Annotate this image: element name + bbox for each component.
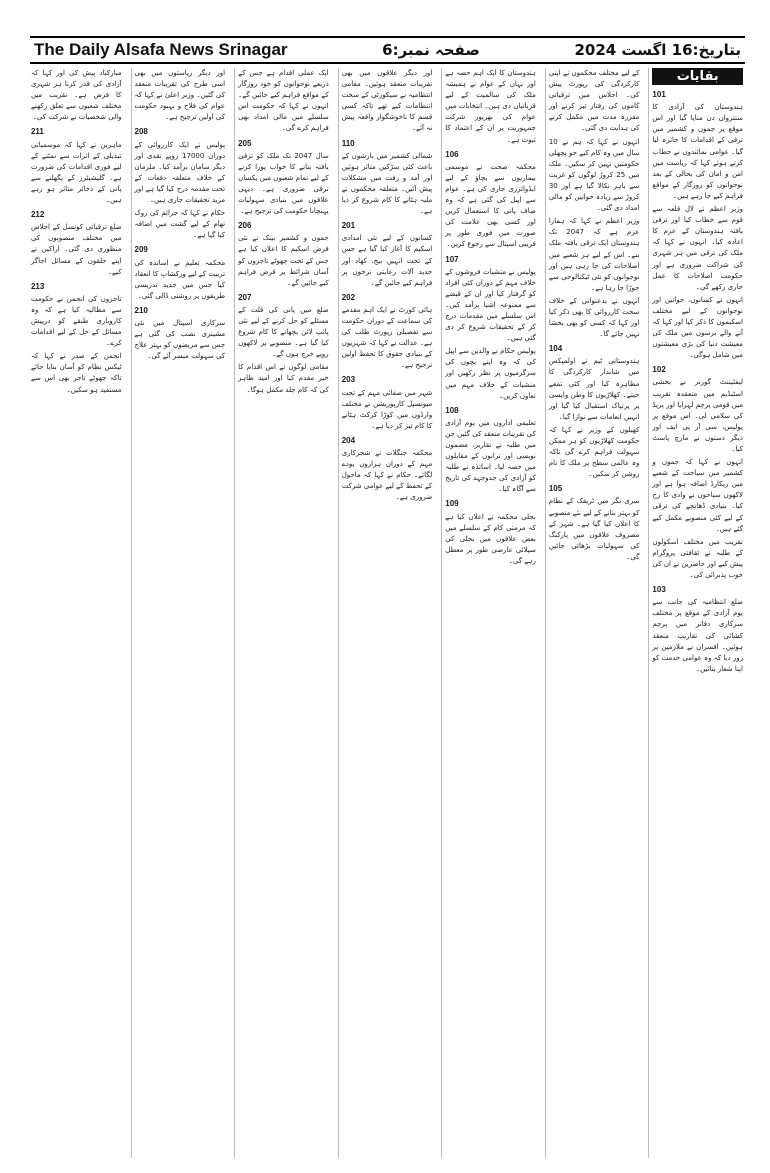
- article-number: 107: [445, 254, 459, 264]
- article-paragraph: ضلع میں پانی کی قلت کے مسئلے کو حل کرنے کے لیے نئی پائپ لائن بچھانے کا کام شروع کیا گیا ہے۔ منصوبے پر لاکھوں روپے خرچ ہوں گے۔: [238, 305, 329, 359]
- article-paragraph: سال 2047 تک ملک کو ترقی یافتہ بنانے کا خواب پورا کرنے کے لیے تمام شعبوں میں یکساں ترقی ضروری ہے۔ دیہی علاقوں میں بنیادی سہولیات پہنچانا حکومت کی ترجیح ہے۔: [238, 151, 329, 216]
- masthead: [30, 36, 745, 64]
- article-paragraph: تاجروں کی انجمن نے حکومت سے مطالبہ کیا ہے کہ وہ کاروباری طبقے کو درپیش مسائل کے حل کے لیے اقدامات کرے۔: [30, 294, 122, 348]
- article-number: 206: [238, 221, 252, 231]
- article-paragraph: اور دیگر ریاستوں میں بھی اسی طرح کی تقریبات منعقد کی گئیں۔ وزیر اعلیٰ نے کہا کہ عوام کی فلاح و بہبود حکومت کی اولین ترجیح ہے۔: [134, 69, 226, 122]
- article-number: 104: [548, 344, 563, 354]
- article-number: 109: [445, 499, 459, 509]
- article-number: 210: [134, 305, 148, 315]
- article-paragraph: ضلع ترقیاتی کونسل کے اجلاس میں مختلف منصوبوں کی منظوری دی گئی۔ اراکین نے اپنے حلقوں کے مسائل اجاگر کیے۔: [30, 223, 122, 276]
- article-paragraph: سری نگر میں ٹریفک کے نظام کو بہتر بنانے کے لیے نئے منصوبے کا اعلان کیا گیا ہے۔ شہر کے مصروف علاقوں میں پارکنگ کی سہولیات بڑھائی جائیں گی۔: [548, 497, 640, 561]
- article-column: [545, 68, 643, 1158]
- article-paragraph: تعلیمی اداروں میں یوم آزادی کی تقریبات منعقد کی گئیں جن میں طلبہ نے تقاریر، مضمون نویسی اور ترانوں کے مقابلوں میں حصہ لیا۔ اساتذہ نے طلبہ کو آزادی کی جدوجہد کی تاریخ سے آگاہ کیا۔: [445, 418, 536, 494]
- article-number: 102: [652, 365, 666, 375]
- article-paragraph: حکام نے کہا کہ جرائم کی روک تھام کے لیے گشت میں اضافہ کیا گیا ہے۔: [134, 209, 226, 240]
- article-number: 203: [341, 375, 356, 385]
- article-paragraph: انہوں نے کہا کہ جموں و کشمیر میں سیاحت کے شعبے میں ریکارڈ اضافہ ہوا ہے اور لاکھوں سیاحوں نے وادی کا رخ کیا۔ بنیادی ڈھانچے کی ترقی کے لیے کئی منصوبے مکمل کیے گئے ہیں۔: [652, 458, 743, 533]
- article-paragraph: سرکاری اسپتال میں نئی مشینری نصب کی گئی ہے جس سے مریضوں کو بہتر علاج کی سہولت میسر آئے گی۔: [134, 318, 226, 361]
- article-number: 101: [652, 90, 666, 100]
- article-paragraph: ایک عملی اقدام ہے جس کے ذریعے نوجوانوں کو خود روزگار کے مواقع فراہم کیے جائیں گے۔ انہوں نے کہا کہ حکومت اس سلسلے میں مالی امداد بھی فراہم کرے گی۔: [238, 69, 329, 133]
- article-column: [131, 68, 229, 1158]
- article-paragraph: ہندوستان کا ایک اہم حصہ ہے اور یہاں کے عوام نے ہمیشہ ملک کی سالمیت کے لیے قربانیاں دی ہیں۔ انتخابات میں عوام کی بھرپور شرکت جمہوریت پر ان کے اعتماد کا ثبوت ہے۔: [445, 69, 536, 144]
- article-number: 212: [30, 210, 45, 220]
- article-paragraph: ہندوستانی ٹیم نے اولمپکس میں شاندار کارکردگی کا مظاہرہ کیا اور کئی تمغے جیتے۔ کھلاڑیوں کا وطن واپسی پر پرتپاک استقبال کیا گیا اور انہیں انعامات سے نوازا گیا۔: [548, 357, 640, 421]
- article-paragraph: ہندوستان کی آزادی کا ستترواں دن منایا گیا اور اس موقع پر جموں و کشمیر میں ترقی کے اقدامات کا جائزہ لیا گیا۔ عوامی نمائندوں نے خطاب کرتے ہوئے کہا کہ ریاست میں امن و امان کی بحالی کے بعد نوجوانوں کو روزگار کے مواقع فراہم کیے جا رہے ہیں۔: [652, 103, 743, 200]
- article-paragraph: ماہرین نے کہا کہ موسمیاتی تبدیلی کے اثرات سے نمٹنے کے لیے فوری اقدامات کی ضرورت ہے۔ گلیشیئرز کے پگھلنے سے پانی کے ذخائر متاثر ہو رہے ہیں۔: [30, 140, 122, 205]
- article-number: 205: [238, 138, 252, 148]
- article-paragraph: جموں و کشمیر بینک نے نئی قرض اسکیم کا اعلان کیا ہے جس کے تحت چھوٹے تاجروں کو آسان شرائط پر قرض فراہم کیے جائیں گے۔: [238, 234, 329, 287]
- article-paragraph: انہوں نے کسانوں، خواتین اور نوجوانوں کے لیے مختلف اسکیموں کا ذکر کیا اور کہا کہ آنے والے برسوں میں ملک کی معیشت دنیا کی بڑی معیشتوں میں شامل ہوگی۔: [652, 295, 743, 360]
- article-paragraph: انہوں نے بدعنوانی کے خلاف سخت کارروائی کا بھی ذکر کیا اور کہا کہ کسی کو بھی بخشا نہیں جائے گا۔: [548, 296, 640, 339]
- article-column: [338, 68, 436, 1158]
- article-column: [28, 68, 125, 1158]
- article-paragraph: انجمن کے صدر نے کہا کہ ٹیکس نظام کو آسان بنایا جائے تاکہ چھوٹے تاجر بھی اس سے مستفید ہو سکیں۔: [30, 352, 122, 394]
- article-column: [648, 68, 746, 1158]
- page-number-label: صفحہ نمبر:6: [382, 41, 480, 59]
- article-number: 207: [238, 292, 252, 302]
- article-number: 211: [30, 127, 44, 137]
- article-number: 202: [341, 292, 356, 302]
- page-body: [28, 68, 746, 1158]
- article-paragraph: انہوں نے کہا کہ ہم نے 10 سال میں وہ کام کیے جو پچھلی حکومتیں نہیں کر سکیں۔ ملک میں 25 کروڑ لوگوں کو غربت سے باہر نکالا گیا ہے اور 30 کروڑ سے زیادہ خواتین کو مالی امداد دی گئی۔: [548, 137, 640, 213]
- article-paragraph: محکمہ تعلیم نے اساتذہ کی تربیت کے لیے ورکشاپ کا انعقاد کیا جس میں جدید تدریسی طریقوں پر روشنی ڈالی گئی۔: [134, 258, 226, 300]
- article-paragraph: محکمہ جنگلات نے شجرکاری مہم کے دوران ہزاروں پودے لگائے۔ حکام نے کہا کہ ماحول کے تحفظ کے لیے عوامی شرکت ضروری ہے۔: [341, 449, 433, 502]
- article-number: 105: [548, 484, 563, 494]
- article-number: 201: [341, 221, 356, 231]
- article-paragraph: وزیر اعظم نے لال قلعہ سے قوم سے خطاب کیا اور ترقی یافتہ ہندوستان کے عزم کا اعادہ کیا۔ انہوں نے کہا کہ ملک کی ترقی میں ہر شہری کی شراکت ضروری ہے اور حکومت اصلاحات کا عمل جاری رکھے گی۔: [652, 205, 743, 291]
- article-paragraph: کھیلوں کے وزیر نے کہا کہ حکومت کھلاڑیوں کو ہر ممکن سہولت فراہم کرے گی تاکہ وہ عالمی سطح پر ملک کا نام روشن کر سکیں۔: [548, 425, 640, 479]
- article-paragraph: وزیر اعظم نے کہا کہ ہمارا عزم ہے کہ 2047 تک ہندوستان ایک ترقی یافتہ ملک بنے۔ اس کے لیے ہر شعبے میں اصلاحات کی جا رہی ہیں اور نوجوانوں کو نئی ٹیکنالوجی سے جوڑا جا رہا ہے۔: [548, 217, 640, 292]
- article-paragraph: پولیس نے ایک کارروائی کے دوران 17000 روپے نقدی اور دیگر سامان برآمد کیا۔ ملزمان کے خلاف متعلقہ دفعات کے تحت مقدمہ درج کیا گیا ہے اور مزید تحقیقات جاری ہیں۔: [134, 140, 226, 205]
- article-paragraph: کے لیے مختلف محکموں نے اپنی کارکردگی کی رپورٹ پیش کی۔ اجلاس میں ترقیاتی کاموں کی رفتار تیز کرنے اور مقررہ مدت میں مکمل کرنے کی ہدایت دی گئی۔: [548, 69, 640, 133]
- date-label: بتاریخ:16 اگست 2024: [574, 41, 741, 59]
- article-paragraph: پولیس نے منشیات فروشوں کے خلاف مہم کے دوران کئی افراد کو گرفتار کیا اور ان کے قبضے سے ممنوعہ اشیا برآمد کیں۔ اس سلسلے میں مقدمات درج کر کے تحقیقات شروع کر دی گئی ہیں۔: [445, 267, 536, 343]
- article-number: 106: [445, 149, 459, 159]
- article-number: 213: [30, 281, 45, 291]
- article-paragraph: ضلع انتظامیہ کی جانب سے یوم آزادی کے موقع پر مختلف سرکاری دفاتر میں پرچم کشائی کی تقاریب منعقد ہوئیں۔ افسران نے ملازمین پر زور دیا کہ وہ عوامی خدمت کو اپنا شعار بنائیں۔: [652, 598, 743, 673]
- article-number: 208: [134, 127, 148, 137]
- article-number: 209: [134, 245, 148, 255]
- article-column: [234, 68, 332, 1158]
- article-paragraph: مقامی لوگوں نے اس اقدام کا خیر مقدم کیا اور امید ظاہر کی کہ کام جلد مکمل ہوگا۔: [238, 363, 329, 394]
- article-number: 110: [341, 138, 355, 148]
- article-paragraph: پولیس حکام نے والدین سے اپیل کی کہ وہ اپنے بچوں کی سرگرمیوں پر نظر رکھیں اور منشیات کے خلاف مہم میں تعاون کریں۔: [445, 347, 536, 400]
- article-number: 103: [652, 585, 666, 595]
- section-title: بقایات: [652, 68, 743, 85]
- article-paragraph: بجلی محکمہ نے اعلان کیا ہے کہ مرمتی کام کے سلسلے میں بعض علاقوں میں بجلی کی سپلائی عارضی طور پر معطل رہے گی۔: [445, 512, 536, 565]
- newspaper-name: The Daily Alsafa News Srinagar: [34, 40, 288, 59]
- article-paragraph: محکمہ صحت نے موسمی بیماریوں سے بچاؤ کے لیے ایڈوائزری جاری کی ہے۔ عوام سے اپیل کی گئی ہے کہ وہ صاف پانی کا استعمال کریں اور کسی بھی علامت کی صورت میں فوری طور پر قریبی اسپتال سے رجوع کریں۔: [445, 162, 536, 249]
- article-column: [441, 68, 539, 1158]
- article-paragraph: شمالی کشمیر میں بارشوں کے باعث کئی سڑکیں متاثر ہوئیں اور آمد و رفت میں مشکلات پیش آئیں۔ متعلقہ محکموں نے ملبہ ہٹانے کا کام شروع کر دیا ہے۔: [341, 151, 433, 216]
- article-paragraph: کسانوں کے لیے نئی امدادی اسکیم کا آغاز کیا گیا ہے جس کے تحت انہیں بیج، کھاد اور جدید آلات رعایتی نرخوں پر فراہم کیے جائیں گے۔: [341, 234, 433, 287]
- article-number: 204: [341, 435, 356, 445]
- article-paragraph: شہر میں صفائی مہم کے تحت میونسپل کارپوریشن نے مختلف وارڈوں میں کوڑا کرکٹ ہٹانے کا کام تیز کر دیا ہے۔: [341, 388, 433, 430]
- article-paragraph: مبارکباد پیش کی اور کہا کہ آزادی کی قدر کرنا ہر شہری کا فرض ہے۔ تقریب میں مختلف شعبوں سے تعلق رکھنے والی شخصیات نے شرکت کی۔: [30, 69, 122, 122]
- article-paragraph: اور دیگر علاقوں میں بھی تقریبات منعقد ہوئیں۔ مقامی انتظامیہ نے سیکورٹی کے سخت انتظامات کیے تھے تاکہ کسی قسم کا ناخوشگوار واقعہ پیش نہ آئے۔: [341, 69, 433, 133]
- article-paragraph: تقریب میں مختلف اسکولوں کے طلبہ نے ثقافتی پروگرام پیش کیے اور حاضرین نے ان کی خوب پذیرائی کی۔: [652, 537, 743, 580]
- article-paragraph: ہائی کورٹ نے ایک اہم مقدمے کی سماعت کے دوران حکومت سے تفصیلی رپورٹ طلب کی ہے۔ عدالت نے کہا کہ شہریوں کے بنیادی حقوق کا تحفظ اولین ترجیح ہے۔: [341, 305, 433, 370]
- article-number: 108: [445, 405, 459, 415]
- article-paragraph: لیفٹیننٹ گورنر نے بخشی اسٹیڈیم میں منعقدہ تقریب میں قومی پرچم لہرایا اور پریڈ کی سلامی لی۔ اس موقع پر پولیس، سی آر پی ایف اور دیگر دستوں نے مارچ پاسٹ کیا۔: [652, 378, 743, 453]
